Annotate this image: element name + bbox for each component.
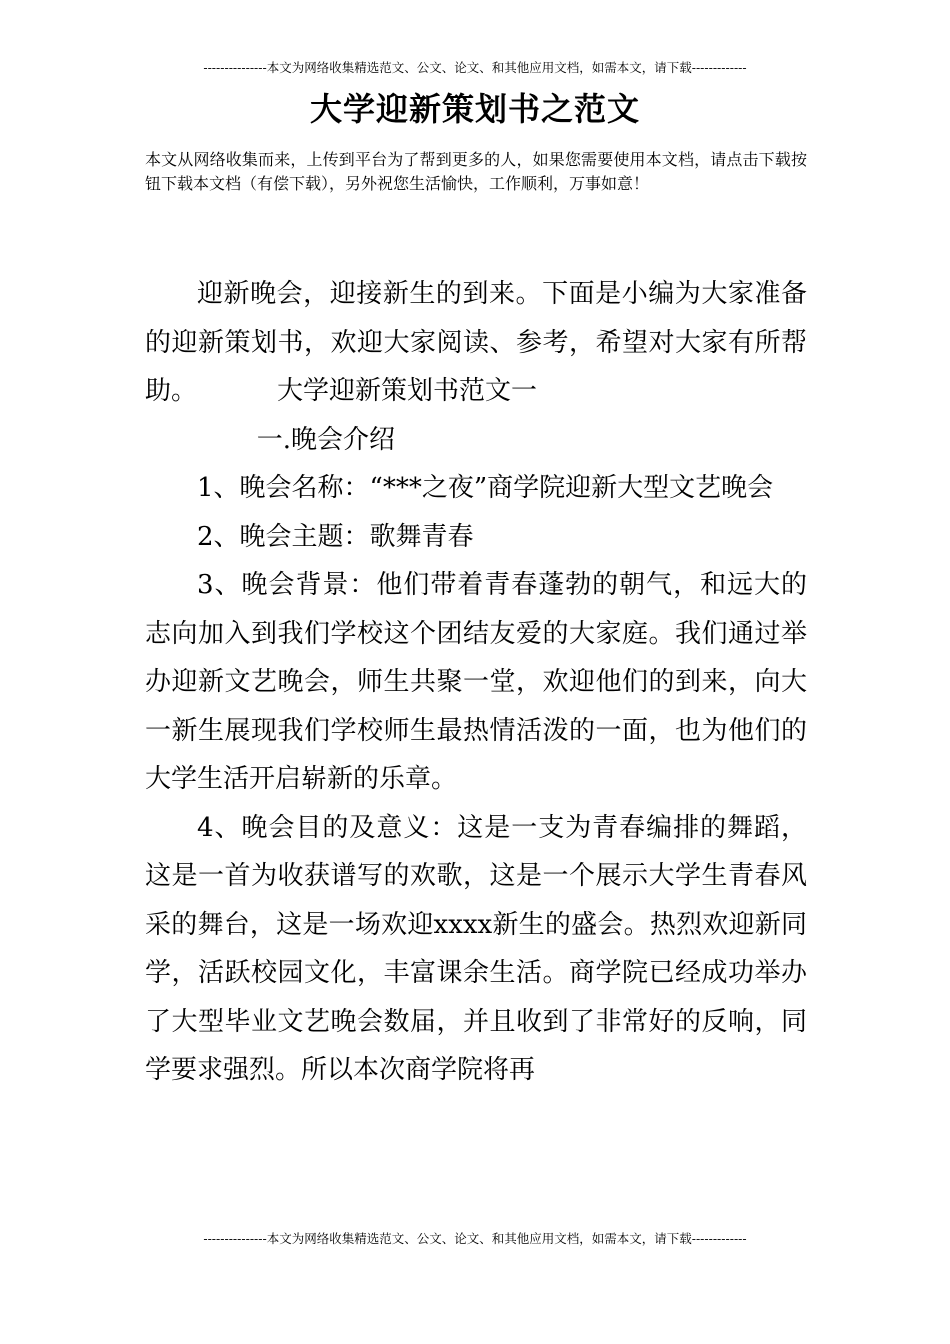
intro-text: 迎新晚会，迎接新生的到来。下面是小编为大家准备的迎新策划书，欢迎大家阅读、参考，希望对大家有所帮助。: [145, 279, 807, 406]
item-paragraph-2: 2、晚会主题：歌舞青春: [197, 521, 474, 552]
download-notice: 本文从网络收集而来，上传到平台为了帮到更多的人，如果您需要使用本文档，请点击下载按钮下载本文档（有偿下载），另外祝您生活愉快，工作顺利，万事如意！: [145, 150, 807, 193]
item-paragraph-3: 3、晚会背景：他们带着青春蓬勃的朝气，和远大的志向加入到我们学校这个团结友爱的大家庭。我们通过举办迎新文艺晚会，师生共聚一堂，欢迎他们的到来，向大一新生展现我们学校师生最热情活泼的一面，也为他们的大学生活开启崭新的乐章。: [145, 570, 807, 794]
document-body: [145, 270, 807, 1095]
intro-paragraph: [145, 270, 807, 416]
page-header-note: ---------------本文为网络收集精选范文、公文、论文、和其他应用文档，如需本文，请下载-------------: [203, 60, 747, 75]
page-footer-note: ---------------本文为网络收集精选范文、公文、论文、和其他应用文档，如需本文，请下载-------------: [203, 1231, 747, 1246]
section-heading: 一.晚会介绍: [256, 424, 396, 455]
sample-heading: 大学迎新策划书范文一: [277, 376, 538, 406]
item-paragraph-4: 4、晚会目的及意义：这是一支为青春编排的舞蹈，这是一首为收获谱写的欢歌，这是一个展示大学生青春风采的舞台，这是一场欢迎xxxx新生的盛会。热烈欢迎新同学，活跃校园文化，丰富课余生活。商学院已经成功举办了大型毕业文艺晚会数届，并且收到了非常好的反响，同学要求强烈。所以本次商学院将再: [145, 812, 807, 1085]
item-paragraph-1: 1、晚会名称：“***之夜”商学院迎新大型文艺晚会: [197, 473, 774, 503]
document-title: 大学迎新策划书之范文: [309, 90, 640, 128]
